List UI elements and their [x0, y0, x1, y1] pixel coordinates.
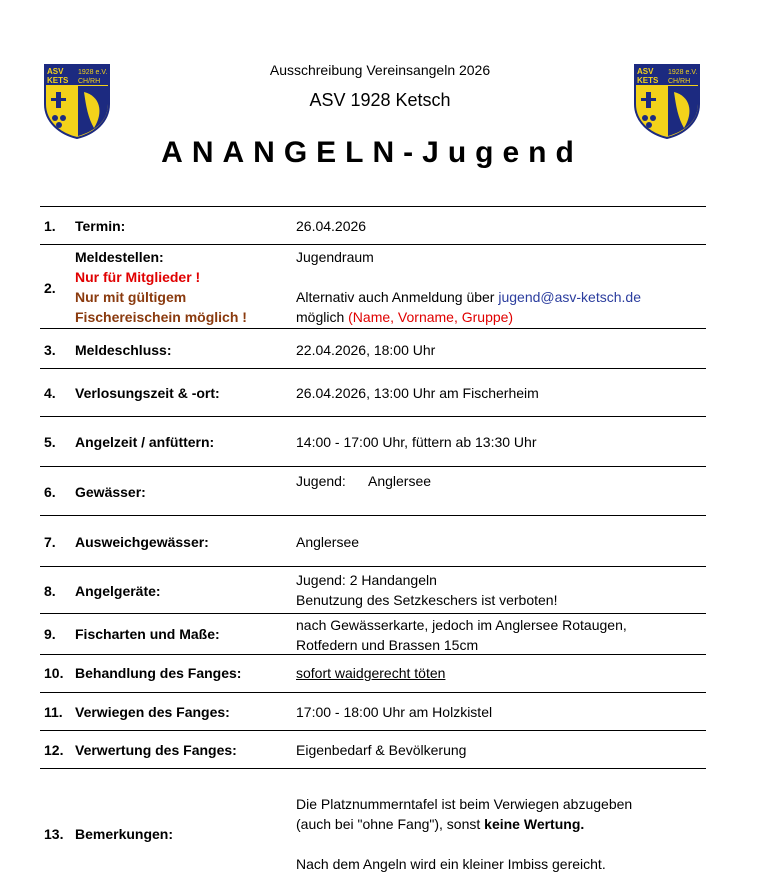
document-subtitle: Ausschreibung Vereinsangeln 2026: [269, 62, 491, 78]
table-divider: [40, 566, 706, 567]
row-value: [296, 570, 557, 610]
row-value: Jugend:: [296, 473, 346, 489]
row-value-note: (Name, Vorname, Gruppe): [348, 309, 514, 325]
row-value: Eigenbedarf & Bevölkerung: [296, 742, 467, 758]
row-value: 26.04.2026: [296, 218, 367, 234]
row-label: Behandlung des Fanges:: [75, 665, 242, 681]
row-number: 7.: [44, 534, 56, 550]
row-value: 17:00 - 18:00 Uhr am Holzkistel: [296, 704, 493, 720]
logo-text: CH/RH: [668, 78, 691, 85]
table-divider: [40, 515, 706, 516]
logo-text: KETS: [47, 76, 69, 85]
row-value-line: Nach dem Angeln wird ein kleiner Imbiss gereicht.: [296, 856, 606, 872]
row-value: 22.04.2026, 18:00 Uhr: [296, 342, 436, 358]
table-divider: [40, 730, 706, 731]
row-label: [75, 247, 247, 327]
table-divider: [40, 206, 706, 207]
logo-text: KETS: [637, 76, 659, 85]
row-label: Angelzeit / anfüttern:: [75, 434, 215, 450]
row-number: 4.: [44, 385, 56, 401]
row-label-text: Meldestellen:: [75, 249, 164, 265]
row-value: sofort waidgerecht töten: [296, 665, 446, 681]
logo-text: ASV: [47, 67, 64, 76]
logo-text: ASV: [637, 67, 654, 76]
row-value: [296, 794, 632, 874]
row-number: 13.: [44, 826, 64, 842]
row-label: Verlosungszeit & -ort:: [75, 385, 220, 401]
row-value-text: Alternativ auch Anmeldung über: [296, 289, 499, 305]
row-value-line: Jugend: 2 Handangeln: [296, 572, 437, 588]
row-note: Fischereischein möglich !: [75, 309, 247, 325]
row-value-emphasis: keine Wertung.: [484, 816, 585, 832]
row-note: Nur für Mitglieder !: [75, 269, 201, 285]
row-value: 26.04.2026, 13:00 Uhr am Fischerheim: [296, 385, 539, 401]
row-label: Angelgeräte:: [75, 583, 161, 599]
row-value-line: Jugendraum: [296, 249, 374, 265]
row-value: Anglersee: [368, 473, 432, 489]
row-number: 1.: [44, 218, 56, 234]
page-title: ANANGELN-Jugend: [161, 136, 583, 169]
table-divider: [40, 416, 706, 417]
row-number: 11.: [44, 704, 63, 720]
row-label: Verwiegen des Fanges:: [75, 704, 230, 720]
row-label: Gewässer:: [75, 484, 146, 500]
row-value-text: (auch bei "ohne Fang"), sonst: [296, 816, 485, 832]
club-name: ASV 1928 Ketsch: [309, 90, 451, 110]
row-label: Termin:: [75, 218, 126, 234]
row-number: 9.: [44, 626, 56, 642]
row-label: Ausweichgewässer:: [75, 534, 209, 550]
row-number: 6.: [44, 484, 56, 500]
row-value: [296, 615, 627, 655]
row-number: 2.: [44, 280, 56, 296]
row-note: Nur mit gültigem: [75, 289, 187, 305]
table-divider: [40, 466, 706, 467]
row-number: 8.: [44, 583, 56, 599]
row-label: Meldeschluss:: [75, 342, 172, 358]
row-value: 14:00 - 17:00 Uhr, füttern ab 13:30 Uhr: [296, 434, 537, 450]
row-number: 5.: [44, 434, 56, 450]
row-value-line: Die Platznummerntafel ist beim Verwiegen abzugeben: [296, 796, 633, 812]
table-divider: [40, 768, 706, 769]
row-number: 10.: [44, 665, 64, 681]
row-value-line: nach Gewässerkarte, jedoch im Anglersee Rotaugen,: [296, 617, 627, 633]
table-divider: [40, 368, 706, 369]
table-divider: [40, 613, 706, 614]
row-label: Bemerkungen:: [75, 826, 174, 842]
table-divider: [40, 244, 706, 245]
row-number: 12.: [44, 742, 64, 758]
logo-text: CH/RH: [78, 78, 101, 85]
row-value: [296, 247, 641, 327]
email-link[interactable]: jugend@asv-ketsch.de: [498, 289, 641, 305]
table-divider: [40, 692, 706, 693]
row-label: Fischarten und Maße:: [75, 626, 220, 642]
logo-text: 1928 e.V.: [78, 69, 108, 76]
row-label: Verwertung des Fanges:: [75, 742, 237, 758]
row-number: 3.: [44, 342, 56, 358]
row-value-line: Rotfedern und Brassen 15cm: [296, 637, 479, 653]
logo-text: 1928 e.V.: [668, 69, 698, 76]
table-divider: [40, 328, 706, 329]
row-value: Anglersee: [296, 534, 360, 550]
row-value-text: möglich: [296, 309, 349, 325]
row-value-line: Benutzung des Setzkeschers ist verboten!: [296, 592, 558, 608]
